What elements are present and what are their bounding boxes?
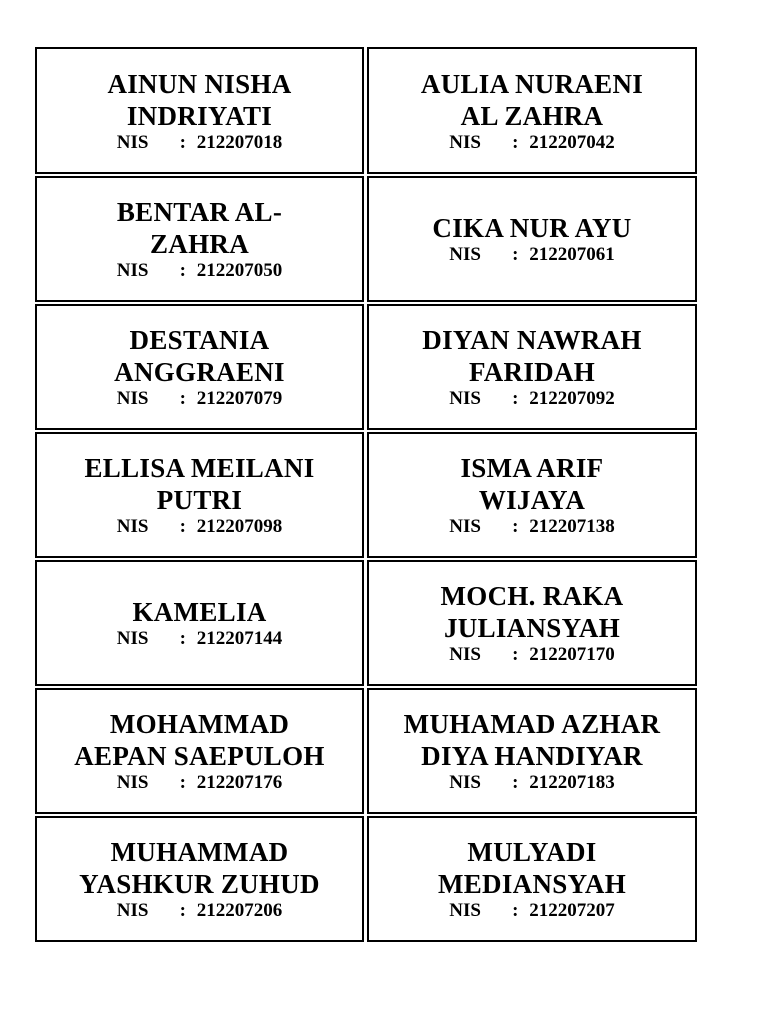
student-name-line-2: YASHKUR ZUHUD [79,869,320,899]
nis-value: 212207144 [196,628,283,649]
name-card [367,176,697,302]
nis-value: 212207183 [529,772,615,793]
nis-value: 212207176 [196,772,283,793]
nis-separator: : [179,516,186,537]
nis-separator: : [512,900,519,921]
nis-label: NIS [449,644,481,665]
nis-label: NIS [449,516,481,537]
name-card [367,304,697,430]
student-nis [449,644,615,666]
student-nis [449,132,615,154]
student-name-line-1: MOHAMMAD [109,709,290,739]
student-name-line-1: ELLISA MEILANI [84,453,315,483]
nis-separator: : [512,772,519,793]
student-nis [449,388,615,410]
nis-value: 212207050 [196,260,283,281]
nis-separator: : [512,388,519,409]
student-name-line-2: ANGGRAENI [114,357,285,387]
student-nis [449,244,615,266]
nis-separator: : [512,644,519,665]
nis-separator: : [179,131,186,153]
nis-separator: : [512,244,519,265]
nis-label: NIS [449,131,481,153]
nis-label: NIS [449,388,481,409]
student-name-line-2: JULIANSYAH [443,613,621,643]
student-nis [117,628,283,650]
nis-label: NIS [116,516,149,537]
name-card [367,688,697,814]
name-card [367,47,697,174]
name-card [367,816,697,942]
nis-label: NIS [449,900,481,921]
student-name-line-1: AINUN NISHA [107,68,292,99]
student-name-line-1: ISMA ARIF [460,453,604,483]
student-name-line-2: DIYA HANDIYAR [421,741,643,771]
nis-value: 212207207 [529,900,615,921]
nis-label: NIS [116,772,149,793]
student-name-line-1: KAMELIA [132,597,267,627]
name-card [35,688,364,814]
student-name-line-1: BENTAR AL- [116,197,283,227]
student-nis [449,900,615,922]
nis-label: NIS [116,628,149,649]
student-name-line-1: MOCH. RAKA [440,581,624,611]
nis-separator: : [179,772,186,793]
name-card [367,432,697,558]
name-card [35,560,364,686]
student-name-line-1: DIYAN NAWRAH [422,325,642,355]
student-name-line-2: INDRIYATI [126,100,273,131]
student-nis [117,388,283,410]
name-card [35,176,364,302]
nis-label: NIS [116,388,149,409]
student-nis [449,516,615,538]
nis-separator: : [179,900,186,921]
student-nis [117,772,283,794]
nis-value: 212207018 [196,131,283,153]
student-name-line-1: MULYADI [467,837,597,867]
student-nis [449,772,615,794]
nis-label: NIS [449,772,481,793]
student-nis [117,900,283,922]
nis-label: NIS [449,244,481,265]
nis-value: 212207206 [196,900,283,921]
student-name-line-2: WIJAYA [478,485,586,515]
student-name-line-2: AL ZAHRA [460,100,604,131]
nis-separator: : [179,260,186,281]
nis-label: NIS [116,900,149,921]
student-name-line-1: CIKA NUR AYU [432,213,632,243]
nis-value: 212207079 [196,388,283,409]
nis-value: 212207042 [529,131,615,153]
nis-value: 212207061 [529,244,615,265]
student-name-line-2: PUTRI [156,485,243,515]
nis-separator: : [179,628,186,649]
student-name-line-2: FARIDAH [468,357,596,387]
student-nis [117,516,283,538]
name-card [35,816,364,942]
student-name-line-1: MUHAMMAD [110,837,289,867]
nis-separator: : [512,516,519,537]
name-card [35,304,364,430]
nis-separator: : [512,131,519,153]
student-name-line-1: AULIA NURAENI [420,68,644,99]
name-card [367,560,697,686]
student-nis [117,260,283,282]
nis-label: NIS [116,131,149,153]
student-name-line-2: AEPAN SAEPULOH [74,741,325,771]
student-name-line-1: MUHAMAD AZHAR [403,709,661,739]
nis-value: 212207170 [529,644,615,665]
name-card [35,432,364,558]
student-nis [117,132,283,154]
nis-separator: : [179,388,186,409]
nis-label: NIS [116,260,149,281]
nis-value: 212207138 [529,516,615,537]
student-name-line-2: ZAHRA [149,229,249,259]
name-card [35,47,364,174]
student-name-line-2: MEDIANSYAH [437,869,627,899]
nis-value: 212207098 [196,516,283,537]
student-name-line-1: DESTANIA [129,325,270,355]
nis-value: 212207092 [529,388,615,409]
